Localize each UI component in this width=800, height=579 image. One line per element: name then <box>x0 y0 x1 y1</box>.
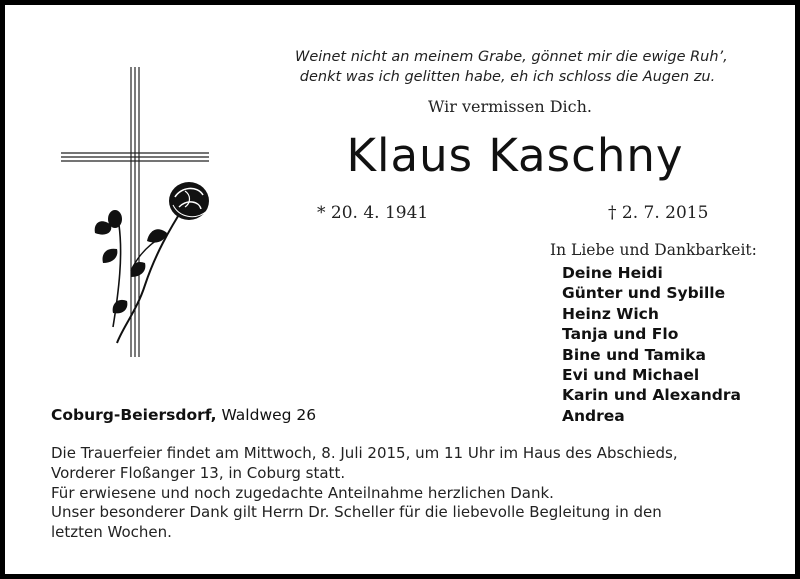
mourner-name: Bine und Tamika <box>562 345 706 364</box>
notes-line: Vorderer Floßanger 13, in Coburg statt. <box>51 463 346 482</box>
poem-line-1: Weinet nicht an meinem Grabe, gönnet mir die ewige Ruh’, <box>295 49 728 65</box>
notes-line: Unser besonderer Dank gilt Herrn Dr. Scheller für die liebevolle Begleitung in den <box>51 503 662 522</box>
mourner-name: Deine Heidi <box>562 264 663 282</box>
mourner-name: Evi und Michael <box>562 366 700 385</box>
mourner-name: Tanja und Flo <box>562 325 679 344</box>
mourner-name: Heinz Wich <box>562 304 659 323</box>
death-date: † 2. 7. 2015 <box>608 203 709 223</box>
mourners-intro: In Liebe und Dankbarkeit: <box>550 241 757 259</box>
cross-with-rose-icon <box>57 65 217 365</box>
mourner-name: Günter und Sybille <box>562 284 726 303</box>
notes-line: Die Trauerfeier findet am Mittwoch, 8. Juli 2015, um 11 Uhr im Haus des Abschieds, <box>51 444 678 462</box>
mourners-list <box>562 263 741 426</box>
deceased-name: Klaus Kaschny <box>346 129 684 182</box>
funeral-notes <box>51 444 751 543</box>
we-miss-you-text: Wir vermissen Dich. <box>427 97 593 116</box>
mourner-name: Andrea <box>562 406 625 425</box>
poem <box>295 47 728 87</box>
birth-date: * 20. 4. 1941 <box>317 203 429 223</box>
address <box>51 406 316 424</box>
address-place: Coburg-Beiersdorf, <box>51 406 217 424</box>
notes-line: letzten Wochen. <box>51 523 172 542</box>
mourner-name: Karin und Alexandra <box>562 386 741 405</box>
address-street: Waldweg 26 <box>221 406 317 424</box>
notes-line: Für erwiesene und noch zugedachte Anteilnahme herzlichen Dank. <box>51 483 554 502</box>
poem-line-2: denkt was ich gelitten habe, eh ich schloss die Augen zu. <box>299 69 716 85</box>
